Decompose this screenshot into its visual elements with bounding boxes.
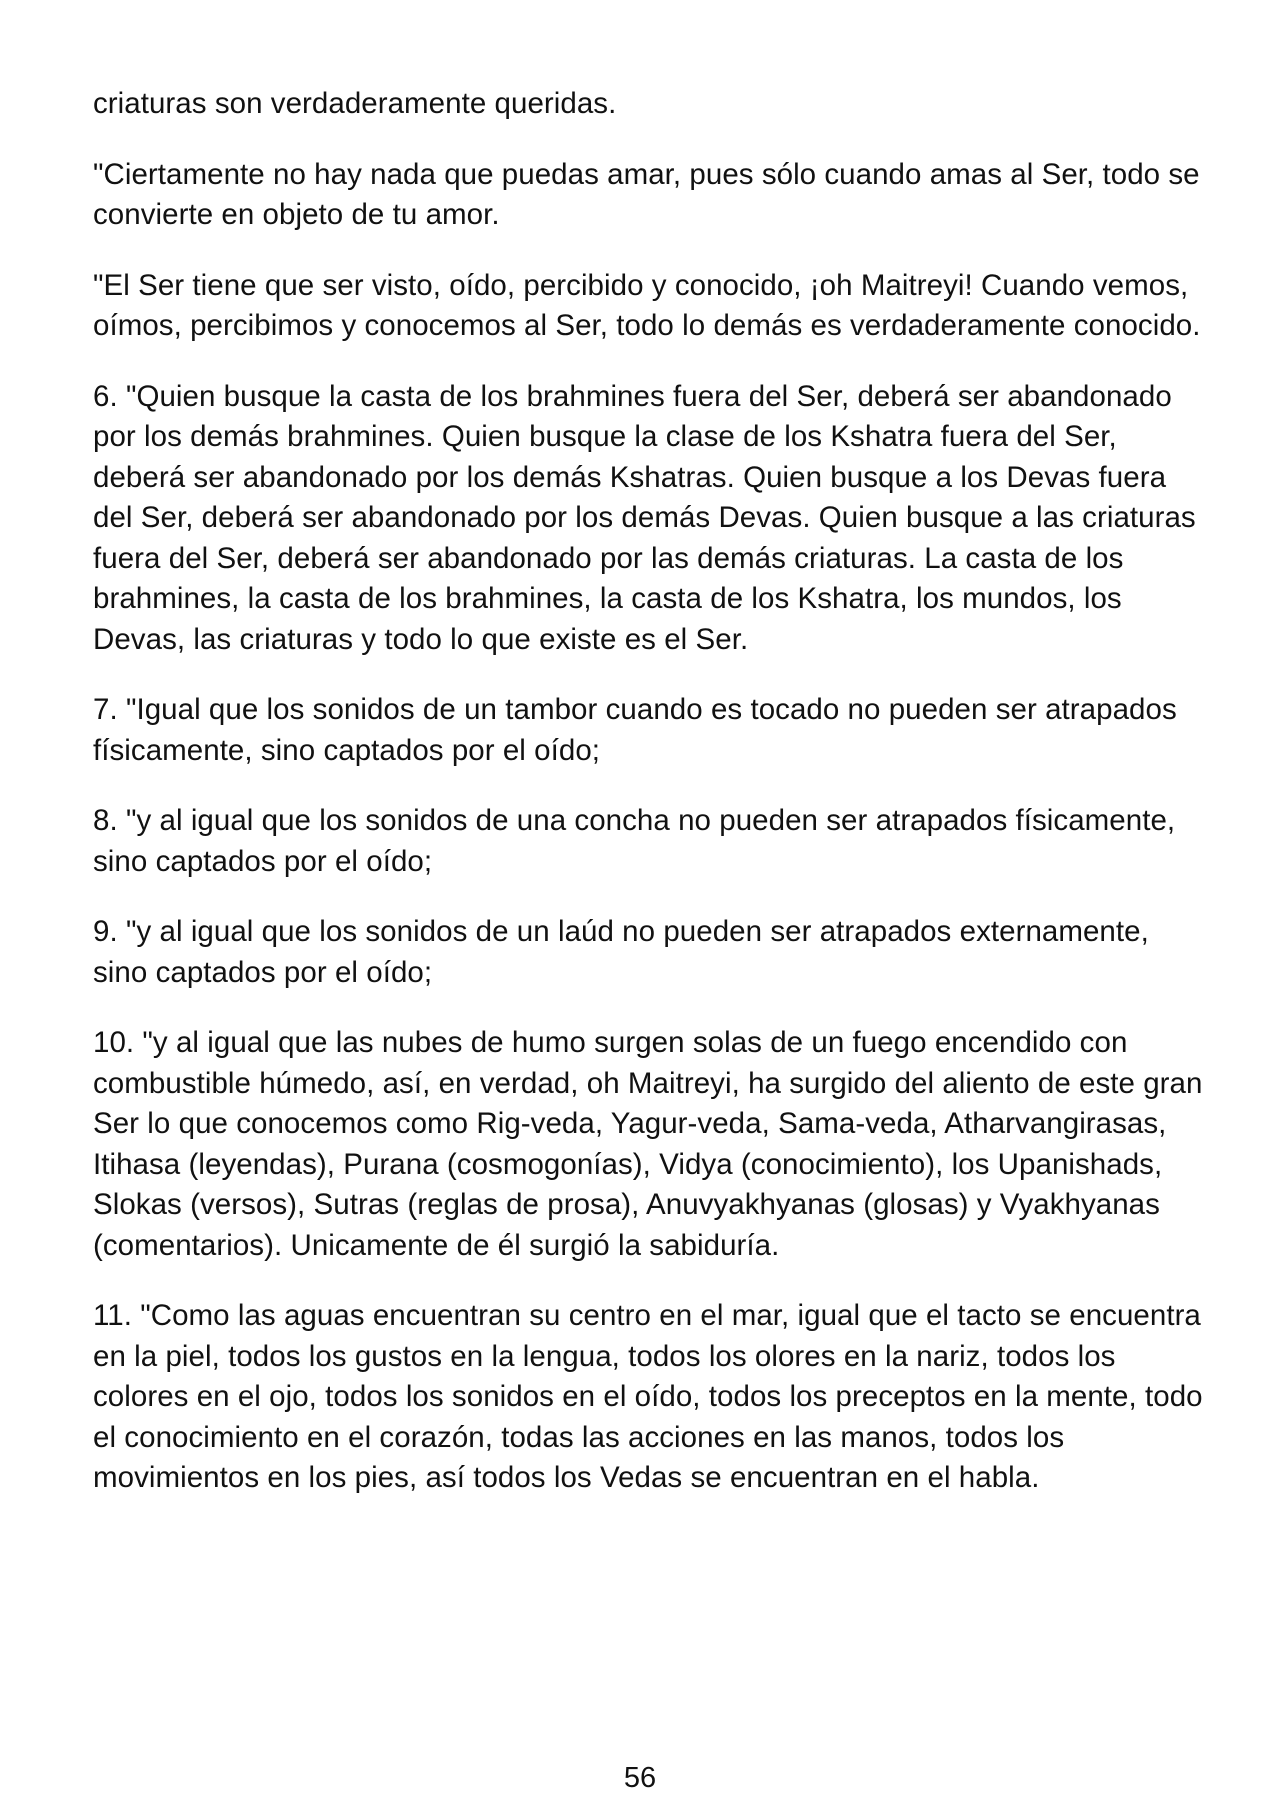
page-number: 56 [623, 1762, 657, 1794]
body-text [93, 84, 1203, 1529]
paragraph-verse-10: 10. "y al igual que las nubes de humo surgen solas de un fuego encendido con combustible húmedo, así, en verdad, oh Maitreyi, ha surgido del aliento de este gran Ser lo que conocemos como Rig-veda, Yagur-veda, Sama-veda, Atharvangirasas, Itihasa (leyendas), Purana (cosmogonías), Vidya (conocimiento), los Upanishads, Slokas (versos), Sutras (reglas de prosa), Anuvyakhyanas (glosas) y Vyakhyanas (comentarios). Unicamente de él surgió la sabiduría. [93, 1026, 1203, 1262]
paragraph-continuation: criaturas son verdaderamente queridas. [93, 87, 617, 120]
paragraph-verse-7: 7. "Igual que los sonidos de un tambor cuando es tocado no pueden ser atrapados físicamente, sino captados por el oído; [93, 693, 1177, 767]
paragraph: "El Ser tiene que ser visto, oído, percibido y conocido, ¡oh Maitreyi! Cuando vemos, oímos, percibimos y conocemos al Ser, todo lo demás es verdaderamente conocido. [93, 268, 1201, 342]
paragraph: "Ciertamente no hay nada que puedas amar, pues sólo cuando amas al Ser, todo se convierte en objeto de tu amor. [93, 157, 1200, 231]
paragraph-verse-11: 11. "Como las aguas encuentran su centro en el mar, igual que el tacto se encuentra en la piel, todos los gustos en la lengua, todos los olores en la nariz, todos los colores en el ojo, todos los sonidos en el oído, todos los preceptos en la mente, todo el conocimiento en el corazón, todas las acciones en las manos, todos los movimientos en los pies, así todos los Vedas se encuentran en el habla. [93, 1299, 1203, 1494]
paragraph-verse-9: 9. "y al igual que los sonidos de un laúd no pueden ser atrapados externamente, sino captados por el oído; [93, 915, 1149, 989]
paragraph-verse-8: 8. "y al igual que los sonidos de una concha no pueden ser atrapados físicamente, sino captados por el oído; [93, 804, 1176, 878]
paragraph-verse-6: 6. "Quien busque la casta de los brahmines fuera del Ser, deberá ser abandonado por los demás brahmines. Quien busque la clase de los Kshatra fuera del Ser, deberá ser abandonado por los demás Kshatras. Quien busque a los Devas fuera del Ser, deberá ser abandonado por los demás Devas. Quien busque a las criaturas fuera del Ser, deberá ser abandonado por las demás criaturas. La casta de los brahmines, la casta de los brahmines, la casta de los Kshatra, los mundos, los Devas, las criaturas y todo lo que existe es el Ser. [93, 379, 1196, 656]
